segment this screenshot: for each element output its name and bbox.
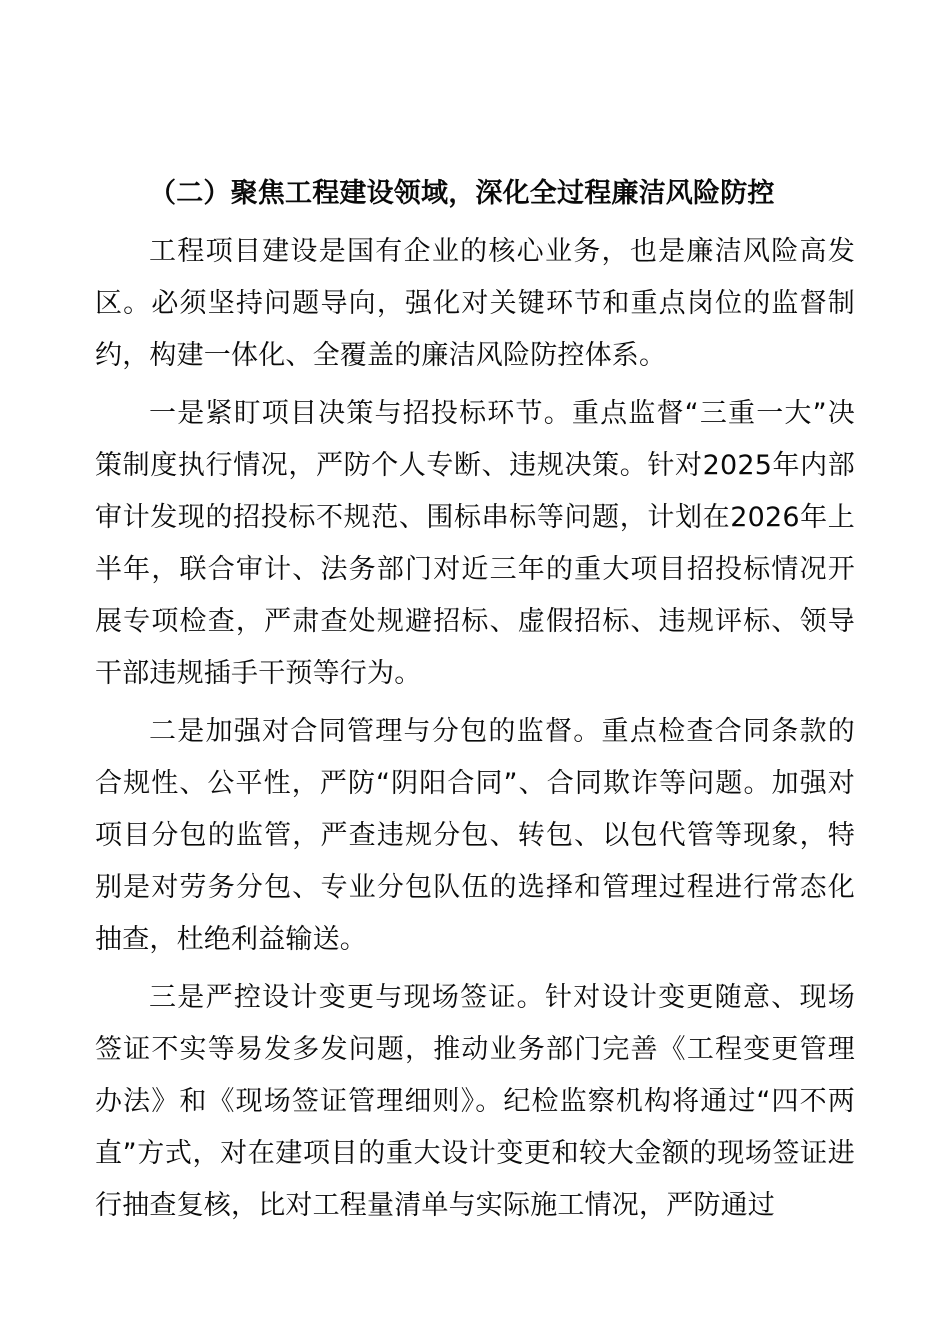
intro-paragraph: 工程项目建设是国有企业的核心业务，也是廉洁风险高发区。必须坚持问题导向，强化对关键环节和重点岗位的监督制约，构建一体化、全覆盖的廉洁风险防控体系。 <box>95 236 855 371</box>
point-three-paragraph: 三是严控设计变更与现场签证。针对设计变更随意、现场签证不实等易发多发问题，推动业务部门完善《工程变更管理办法》和《现场签证管理细则》。纪检监察机构将通过“四不两直”方式，对在建项目的重大设计变更和较大金额的现场签证进行抽查复核，比对工程量清单与实际施工情况，严防通过 <box>95 982 855 1221</box>
point-two-paragraph: 二是加强对合同管理与分包的监督。重点检查合同条款的合规性、公平性，严防“阴阳合同”、合同欺诈等问题。加强对项目分包的监管，严查违规分包、转包、以包代管等现象，特别是对劳务分包、专业分包队伍的选择和管理过程进行常态化抽查，杜绝利益输送。 <box>95 716 855 955</box>
point-one-paragraph: 一是紧盯项目决策与招投标环节。重点监督“三重一大”决策制度执行情况，严防个人专断、违规决策。针对2025年内部审计发现的招投标不规范、围标串标等问题，计划在2026年上半年，联合审计、法务部门对近三年的重大项目招投标情况开展专项检查，严肃查处规避招标、虚假招标、违规评标、领导干部违规插手干预等行为。 <box>95 398 855 689</box>
section-heading: （二）聚焦工程建设领域，深化全过程廉洁风险防控 <box>149 178 775 209</box>
document-body <box>95 168 855 1238</box>
